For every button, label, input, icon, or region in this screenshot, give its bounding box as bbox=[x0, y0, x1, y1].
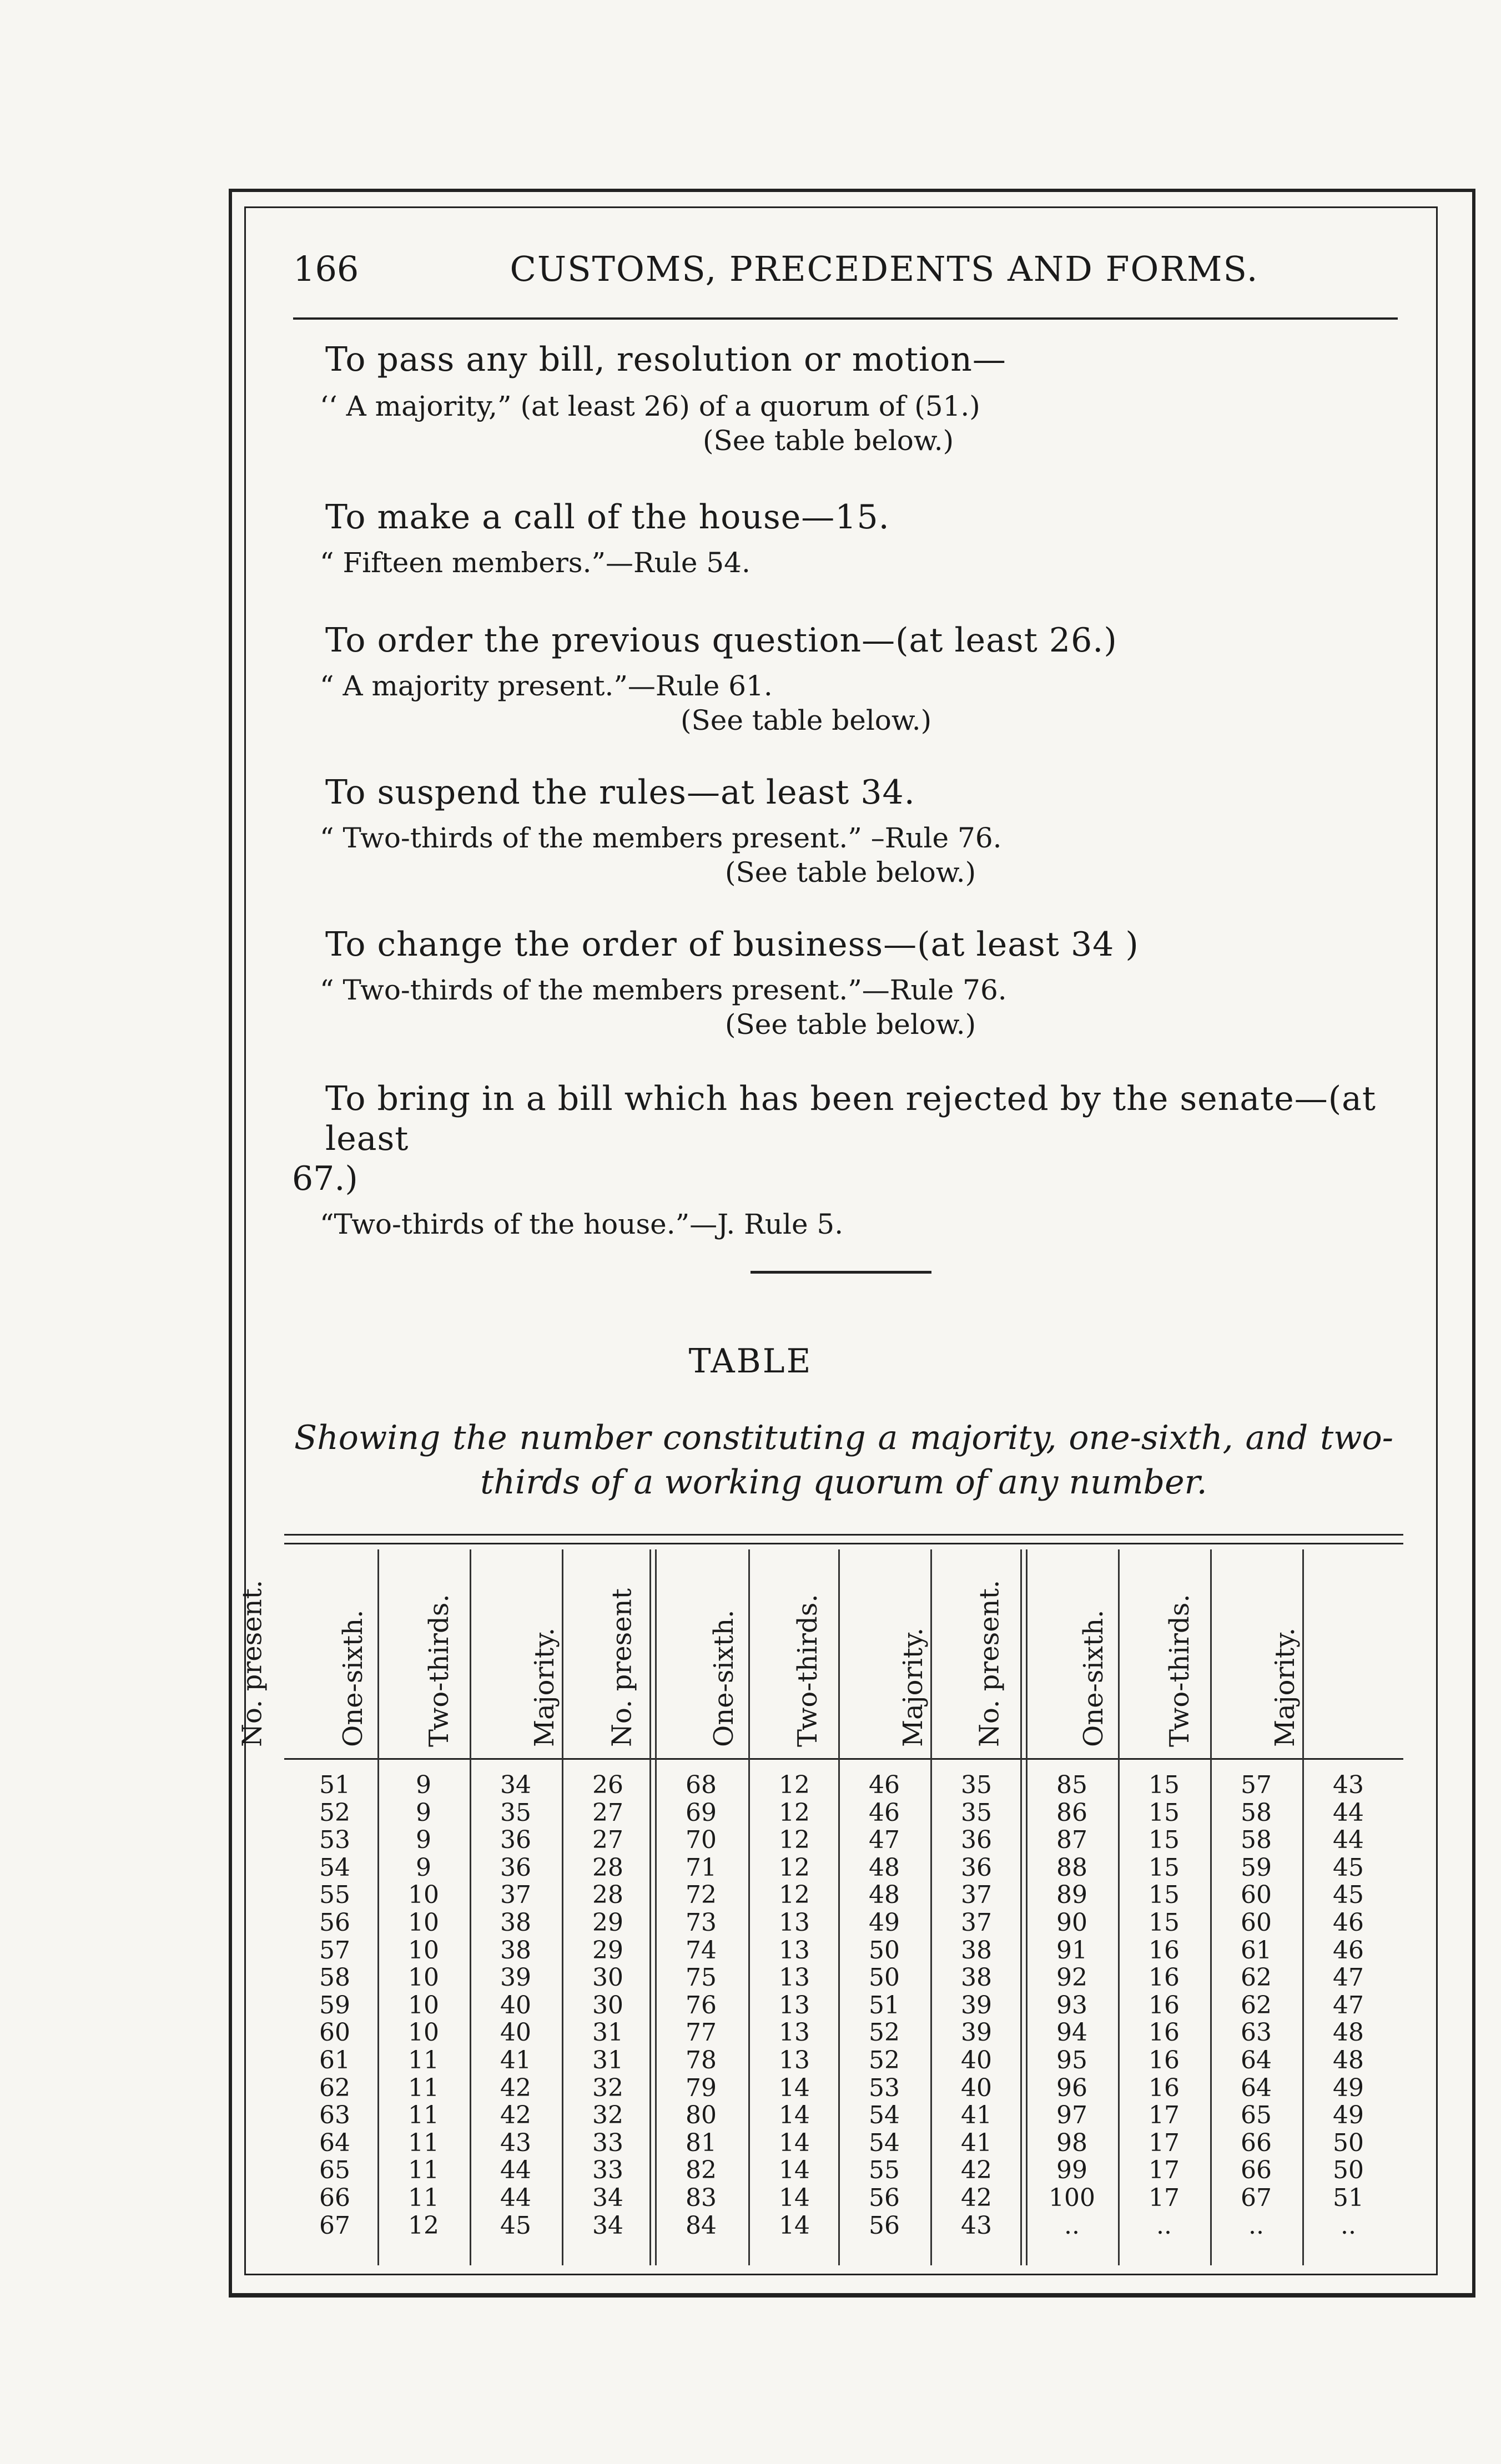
column-header: No. present. bbox=[236, 1579, 268, 1747]
entry-quote: “ Two-thirds of the members present.” –Rule 76. bbox=[320, 822, 1002, 854]
entry-pass-bill bbox=[320, 340, 1397, 457]
table-cell: 36 bbox=[961, 1826, 992, 1855]
entry-heading: To pass any bill, resolution or motion— bbox=[325, 340, 1006, 379]
table-cell: 35 bbox=[961, 1771, 992, 1799]
table-cell: 64 bbox=[1241, 2073, 1272, 2102]
table-cell: 38 bbox=[500, 1936, 531, 1965]
table-cell: 51 bbox=[319, 1771, 350, 1799]
entry-quote: “ A majority present.”—Rule 61. bbox=[320, 670, 773, 702]
table-cell: 99 bbox=[1056, 2156, 1087, 2185]
section-divider bbox=[750, 1271, 931, 1274]
table-cell: 35 bbox=[500, 1798, 531, 1827]
table-cell: 9 bbox=[416, 1771, 431, 1799]
table-cell: 61 bbox=[319, 2046, 350, 2074]
page-bottom-rule bbox=[229, 2293, 1475, 2299]
entry-heading: To suspend the rules—at least 34. bbox=[325, 773, 915, 812]
table-cell: 17 bbox=[1149, 2183, 1180, 2212]
table-cell: 67 bbox=[1241, 2183, 1272, 2212]
table-cell: 13 bbox=[779, 2018, 810, 2047]
table-cell: 54 bbox=[319, 1853, 350, 1882]
table-cell: 48 bbox=[869, 1881, 900, 1910]
table-cell: 51 bbox=[869, 1991, 900, 2019]
entry-see-note: (See table below.) bbox=[725, 856, 976, 888]
table-cell: 37 bbox=[961, 1908, 992, 1937]
entry-heading-continued: 67.) bbox=[292, 1159, 358, 1198]
table-cell: 66 bbox=[1241, 2156, 1272, 2185]
table-cell: 56 bbox=[869, 2211, 900, 2240]
table-cell: 73 bbox=[686, 1908, 717, 1937]
table-cell: 42 bbox=[500, 2101, 531, 2130]
table-cell: 47 bbox=[1333, 1963, 1364, 1992]
table-cell: 59 bbox=[1241, 1853, 1272, 1882]
table-cell: 46 bbox=[1333, 1908, 1364, 1937]
table-cell: 30 bbox=[592, 1991, 623, 2019]
table-cell: 33 bbox=[592, 2156, 623, 2185]
table-cell: 56 bbox=[319, 1908, 350, 1937]
table-cell: 39 bbox=[500, 1963, 531, 1992]
table-cell: 50 bbox=[869, 1936, 900, 1965]
table-cell: 79 bbox=[686, 2073, 717, 2102]
table-cell: 10 bbox=[408, 1936, 439, 1965]
table-cell: 88 bbox=[1056, 1853, 1087, 1882]
table-cell: 60 bbox=[1241, 1908, 1272, 1937]
entry-quote: ‘‘ A majority,” (at least 26) of a quorum of (51.) bbox=[320, 390, 980, 422]
table-cell: 55 bbox=[319, 1881, 350, 1910]
table-cell: 57 bbox=[319, 1936, 350, 1965]
table-cell: 52 bbox=[869, 2018, 900, 2047]
table-cell: 87 bbox=[1056, 1826, 1087, 1855]
table-cell: 59 bbox=[319, 1991, 350, 2019]
table-cell: 38 bbox=[500, 1908, 531, 1937]
table-cell: 97 bbox=[1056, 2101, 1087, 2130]
table-cell: 34 bbox=[592, 2183, 623, 2212]
table-cell: 15 bbox=[1149, 1771, 1180, 1799]
entry-call-house bbox=[320, 497, 1397, 580]
table-cell: 16 bbox=[1149, 2073, 1180, 2102]
table-cell: 16 bbox=[1149, 1963, 1180, 1992]
table-cell: 9 bbox=[416, 1798, 431, 1827]
column-header: Majority. bbox=[1269, 1627, 1301, 1747]
table-cell: 45 bbox=[500, 2211, 531, 2240]
entry-heading: To make a call of the house—15. bbox=[325, 498, 890, 537]
table-cell: 12 bbox=[779, 1826, 810, 1855]
table-cell: 11 bbox=[408, 2128, 439, 2157]
table-cell: 28 bbox=[592, 1853, 623, 1882]
table-cell: 29 bbox=[592, 1936, 623, 1965]
table-cell: 10 bbox=[408, 2018, 439, 2047]
table-cell: 81 bbox=[686, 2128, 717, 2157]
table-cell: 46 bbox=[1333, 1936, 1364, 1965]
table-cell: 26 bbox=[592, 1771, 623, 1799]
table-cell: 11 bbox=[408, 2101, 439, 2130]
table-cell: 48 bbox=[1333, 2046, 1364, 2074]
table-cell: 67 bbox=[319, 2211, 350, 2240]
table-cell: 66 bbox=[319, 2183, 350, 2212]
table-cell: 10 bbox=[408, 1881, 439, 1910]
table-cell: 84 bbox=[686, 2211, 717, 2240]
table-top-rule-inner bbox=[284, 1543, 1403, 1544]
table-cell: .. bbox=[1341, 2211, 1356, 2240]
column-header: Two-thirds. bbox=[792, 1594, 823, 1747]
table-cell: 10 bbox=[408, 1991, 439, 2019]
page-header bbox=[293, 249, 1398, 299]
table-cell: 80 bbox=[686, 2101, 717, 2130]
table-cell: 34 bbox=[592, 2211, 623, 2240]
entry-order-business bbox=[320, 925, 1397, 1041]
table-cell: 76 bbox=[686, 1991, 717, 2019]
table-cell: 17 bbox=[1149, 2101, 1180, 2130]
table-cell: 42 bbox=[961, 2156, 992, 2185]
table-cell: 10 bbox=[408, 1908, 439, 1937]
table-cell: 28 bbox=[592, 1881, 623, 1910]
table-cell: 82 bbox=[686, 2156, 717, 2185]
entry-quote: “ Two-thirds of the members present.”—Rule 76. bbox=[320, 974, 1007, 1006]
table-cell: 38 bbox=[961, 1963, 992, 1992]
table-cell: 50 bbox=[1333, 2128, 1364, 2157]
table-cell: 12 bbox=[779, 1881, 810, 1910]
table-cell: 16 bbox=[1149, 1936, 1180, 1965]
table-cell: 34 bbox=[500, 1771, 531, 1799]
table-top-rule bbox=[284, 1534, 1403, 1536]
table-cell: 15 bbox=[1149, 1798, 1180, 1827]
column-header: One-sixth. bbox=[708, 1609, 740, 1747]
table-cell: 41 bbox=[500, 2046, 531, 2074]
table-column bbox=[1269, 1549, 1394, 2265]
table-cell: 49 bbox=[1333, 2073, 1364, 2102]
entry-quote: “ Fifteen members.”—Rule 54. bbox=[320, 547, 750, 579]
table-cell: 41 bbox=[961, 2128, 992, 2157]
table-cell: 13 bbox=[779, 2046, 810, 2074]
table-cell: 46 bbox=[869, 1798, 900, 1827]
table-cell: 12 bbox=[408, 2211, 439, 2240]
entry-see-note: (See table below.) bbox=[681, 704, 932, 736]
table-cell: 16 bbox=[1149, 2018, 1180, 2047]
table-cell: 45 bbox=[1333, 1881, 1364, 1910]
table-cell: 30 bbox=[592, 1963, 623, 1992]
table-cell: 42 bbox=[500, 2073, 531, 2102]
table-cell: 62 bbox=[1241, 1991, 1272, 2019]
table-cell: 72 bbox=[686, 1881, 717, 1910]
table-cell: 68 bbox=[686, 1771, 717, 1799]
table-cell: 52 bbox=[869, 2046, 900, 2074]
table-cell: 14 bbox=[779, 2211, 810, 2240]
table-cell: 49 bbox=[869, 1908, 900, 1937]
column-header: Majority. bbox=[897, 1627, 929, 1747]
table-cell: 46 bbox=[869, 1771, 900, 1799]
table-cell: 65 bbox=[319, 2156, 350, 2185]
table-cell: 31 bbox=[592, 2018, 623, 2047]
table-title: TABLE bbox=[688, 1342, 813, 1381]
column-header: Majority. bbox=[528, 1627, 560, 1747]
table-cell: 58 bbox=[1241, 1798, 1272, 1827]
table-cell: 32 bbox=[592, 2073, 623, 2102]
entry-see-note: (See table below.) bbox=[725, 1008, 976, 1041]
table-cell: 13 bbox=[779, 1963, 810, 1992]
table-cell: 14 bbox=[779, 2128, 810, 2157]
table-cell: 36 bbox=[961, 1853, 992, 1882]
table-cell: 58 bbox=[319, 1963, 350, 1992]
column-header: One-sixth. bbox=[338, 1609, 369, 1747]
table-cell: 70 bbox=[686, 1826, 717, 1855]
table-cell: 51 bbox=[1333, 2183, 1364, 2212]
table-cell: 13 bbox=[779, 1936, 810, 1965]
table-cell: 14 bbox=[779, 2073, 810, 2102]
table-cell: 44 bbox=[500, 2183, 531, 2212]
column-header: Two-thirds. bbox=[1163, 1594, 1195, 1747]
column-header: One-sixth. bbox=[1078, 1609, 1110, 1747]
table-cell: 92 bbox=[1056, 1963, 1087, 1992]
table-cell: 91 bbox=[1056, 1936, 1087, 1965]
table-cell: 40 bbox=[961, 2046, 992, 2074]
table-cell: 16 bbox=[1149, 2046, 1180, 2074]
table-cell: 63 bbox=[319, 2101, 350, 2130]
table-cell: 58 bbox=[1241, 1826, 1272, 1855]
table-cell: 39 bbox=[961, 1991, 992, 2019]
running-head: CUSTOMS, PRECEDENTS AND FORMS. bbox=[510, 249, 1259, 289]
table-cell: 12 bbox=[779, 1771, 810, 1799]
table-cell: 11 bbox=[408, 2156, 439, 2185]
entry-heading: To bring in a bill which has been rejected by the senate—(at least bbox=[325, 1079, 1377, 1158]
table-cell: 44 bbox=[1333, 1798, 1364, 1827]
table-cell: 17 bbox=[1149, 2156, 1180, 2185]
table-cell: 45 bbox=[1333, 1853, 1364, 1882]
table-cell: 85 bbox=[1056, 1771, 1087, 1799]
table-cell: 37 bbox=[500, 1881, 531, 1910]
table-cell: 60 bbox=[319, 2018, 350, 2047]
table-cell: 27 bbox=[592, 1826, 623, 1855]
column-header: Two-thirds. bbox=[423, 1594, 455, 1747]
table-caption-line1: Showing the number constituting a majority, one-sixth, and two- bbox=[294, 1418, 1393, 1457]
table-cell: 38 bbox=[961, 1936, 992, 1965]
table-cell: 39 bbox=[961, 2018, 992, 2047]
table-cell: .. bbox=[1064, 2211, 1080, 2240]
table-cell: 89 bbox=[1056, 1881, 1087, 1910]
table-cell: 40 bbox=[500, 2018, 531, 2047]
table-cell: .. bbox=[1156, 2211, 1172, 2240]
entry-suspend-rules bbox=[320, 772, 1397, 889]
table-cell: 90 bbox=[1056, 1908, 1087, 1937]
table-cell: 32 bbox=[592, 2101, 623, 2130]
table-cell: 29 bbox=[592, 1908, 623, 1937]
table-cell: 27 bbox=[592, 1798, 623, 1827]
entry-previous-question bbox=[320, 620, 1397, 737]
table-cell: 12 bbox=[779, 1853, 810, 1882]
table-cell: 47 bbox=[1333, 1991, 1364, 2019]
table-cell: 44 bbox=[1333, 1826, 1364, 1855]
table-cell: 14 bbox=[779, 2183, 810, 2212]
table-cell: 50 bbox=[1333, 2156, 1364, 2185]
table-cell: 16 bbox=[1149, 1991, 1180, 2019]
table-cell: 10 bbox=[408, 1963, 439, 1992]
entry-see-note: (See table below.) bbox=[703, 425, 954, 457]
table-cell: 53 bbox=[319, 1826, 350, 1855]
table-cell: 60 bbox=[1241, 1881, 1272, 1910]
table-cell: 17 bbox=[1149, 2128, 1180, 2157]
table-cell: 14 bbox=[779, 2101, 810, 2130]
column-header: No. present bbox=[606, 1588, 638, 1747]
table-cell: 69 bbox=[686, 1798, 717, 1827]
table-cell: 43 bbox=[1333, 1771, 1364, 1799]
table-cell: 61 bbox=[1241, 1936, 1272, 1965]
table-cell: 63 bbox=[1241, 2018, 1272, 2047]
table-cell: 40 bbox=[961, 2073, 992, 2102]
entry-heading: To change the order of business—(at least 34 ) bbox=[325, 925, 1139, 964]
table-cell: 95 bbox=[1056, 2046, 1087, 2074]
table-cell: 43 bbox=[500, 2128, 531, 2157]
table-cell: 83 bbox=[686, 2183, 717, 2212]
table-cell: 74 bbox=[686, 1936, 717, 1965]
table-cell: 55 bbox=[869, 2156, 900, 2185]
column-header: No. present. bbox=[974, 1579, 1005, 1747]
table-cell: 14 bbox=[779, 2156, 810, 2185]
table-cell: 40 bbox=[500, 1991, 531, 2019]
table-cell: 93 bbox=[1056, 1991, 1087, 2019]
table-cell: 54 bbox=[869, 2128, 900, 2157]
table-cell: 71 bbox=[686, 1853, 717, 1882]
table-cell: 57 bbox=[1241, 1771, 1272, 1799]
table-caption-line2: thirds of a working quorum of any number. bbox=[480, 1463, 1207, 1502]
table-cell: 37 bbox=[961, 1881, 992, 1910]
table-cell: 15 bbox=[1149, 1881, 1180, 1910]
table-cell: 50 bbox=[869, 1963, 900, 1992]
table-cell: 48 bbox=[869, 1853, 900, 1882]
table-cell: 52 bbox=[319, 1798, 350, 1827]
entry-quote: “Two-thirds of the house.”—J. Rule 5. bbox=[320, 1208, 844, 1240]
table-cell: 9 bbox=[416, 1853, 431, 1882]
table-cell: 48 bbox=[1333, 2018, 1364, 2047]
table-cell: 35 bbox=[961, 1798, 992, 1827]
table-cell: 9 bbox=[416, 1826, 431, 1855]
table-cell: 42 bbox=[961, 2183, 992, 2212]
table-cell: 13 bbox=[779, 1908, 810, 1937]
table-cell: 44 bbox=[500, 2156, 531, 2185]
table-cell: 15 bbox=[1149, 1826, 1180, 1855]
table-cell: 47 bbox=[869, 1826, 900, 1855]
table-cell: 66 bbox=[1241, 2128, 1272, 2157]
table-cell: 77 bbox=[686, 2018, 717, 2047]
table-cell: 62 bbox=[319, 2073, 350, 2102]
table-cell: 100 bbox=[1049, 2183, 1095, 2212]
table-cell: 36 bbox=[500, 1826, 531, 1855]
table-cell: 11 bbox=[408, 2073, 439, 2102]
entry-rejected-bill bbox=[292, 1079, 1397, 1242]
header-rule bbox=[293, 317, 1398, 320]
table-cell: 41 bbox=[961, 2101, 992, 2130]
table-cell: 11 bbox=[408, 2046, 439, 2074]
table-cell: 43 bbox=[961, 2211, 992, 2240]
table-cell: 31 bbox=[592, 2046, 623, 2074]
table-cell: 98 bbox=[1056, 2128, 1087, 2157]
table-cell: 15 bbox=[1149, 1853, 1180, 1882]
table-cell: 78 bbox=[686, 2046, 717, 2074]
table-cell: 94 bbox=[1056, 2018, 1087, 2047]
table-cell: 62 bbox=[1241, 1963, 1272, 1992]
table-cell: 65 bbox=[1241, 2101, 1272, 2130]
table-cell: 33 bbox=[592, 2128, 623, 2157]
table-cell: 12 bbox=[779, 1798, 810, 1827]
entry-heading: To order the previous question—(at least 26.) bbox=[325, 621, 1117, 660]
table-cell: 75 bbox=[686, 1963, 717, 1992]
table-cell: 64 bbox=[1241, 2046, 1272, 2074]
table-cell: .. bbox=[1248, 2211, 1264, 2240]
table-cell: 15 bbox=[1149, 1908, 1180, 1937]
table-cell: 49 bbox=[1333, 2101, 1364, 2130]
table-cell: 36 bbox=[500, 1853, 531, 1882]
table-cell: 96 bbox=[1056, 2073, 1087, 2102]
page-number: 166 bbox=[293, 249, 359, 289]
table-cell: 56 bbox=[869, 2183, 900, 2212]
table-cell: 11 bbox=[408, 2183, 439, 2212]
table-cell: 54 bbox=[869, 2101, 900, 2130]
table-cell: 64 bbox=[319, 2128, 350, 2157]
table-cell: 86 bbox=[1056, 1798, 1087, 1827]
table-cell: 53 bbox=[869, 2073, 900, 2102]
table-cell: 13 bbox=[779, 1991, 810, 2019]
